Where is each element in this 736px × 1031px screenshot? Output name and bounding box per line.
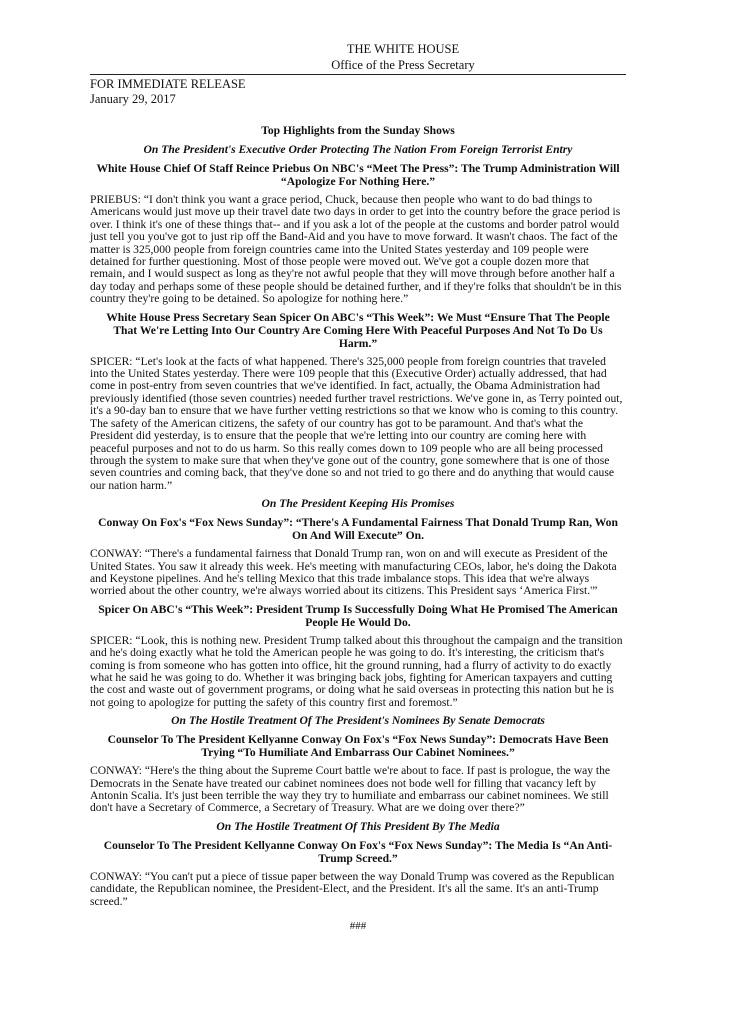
- item-headline: White House Press Secretary Sean Spicer On ABC's “This Week”: We Must “Ensure That The People That We're Letting Into Our Country Are Coming Here With Peaceful Purposes And Not To Do Us Harm.”: [106, 310, 610, 350]
- release-label: FOR IMMEDIATE RELEASE: [90, 77, 246, 91]
- org-name: THE WHITE HOUSE: [346, 42, 460, 56]
- item-quote: PRIEBUS: “I don't think you want a grace period, Chuck, because then people who want to do bad things to Americans would just move up their travel date two days in order to get into the country before the grace period is over. I think it's one of these things that-- and if you ask a lot of the people at the customs and border patrol would just tell you you've got to just rip off the Band-Aid and you have to move forward. It wasn't chaos. The fact of the matter is 325,000 people from foreign countries came into the United States yesterday and 109 people were detained for further questioning. Most of those people were moved out. We've got a couple dozen more that remain, and I would suspect as long as they're not awful people that they will move through before another half a day today and perhaps some of these people should be detained further, and if they're folks that shouldn't be in this country they're going to be detained. So apologize for nothing here.”: [90, 193, 622, 306]
- item-quote: SPICER: “Look, this is nothing new. President Trump talked about this throughout the campaign and the transition and he's doing exactly what he told the American people he was going to do. It's interesting, the criticism that's coming is from someone who has gotten into office, hit the ground running, had a flurry of activity to do exactly what he said he was going to do. Whether it was bringing back jobs, fighting for American taxpayers and cutting the cost and waste out of government programs, or doing what he said overseas in protecting this nation but he is not going to apologize for putting the safety of this country first and foremost.”: [90, 633, 623, 709]
- release-date: January 29, 2017: [90, 92, 176, 106]
- office-name: Office of the Press Secretary: [331, 58, 475, 72]
- section-heading: On The President Keeping His Promises: [261, 497, 455, 511]
- item-headline: Spicer On ABC's “This Week”: President Trump Is Successfully Doing What He Promised The American People He Would Do.: [98, 602, 618, 629]
- item-headline: Conway On Fox's “Fox News Sunday”: “There's A Fundamental Fairness That Donald Trump Ran, Won On And Will Execute” On.: [98, 516, 618, 543]
- item-headline: Counselor To The President Kellyanne Conway On Fox's “Fox News Sunday”: The Media Is “An Anti-Trump Screed.”: [103, 838, 613, 865]
- section-heading: On The Hostile Treatment Of This President By The Media: [216, 819, 500, 833]
- document-body: [90, 124, 626, 933]
- item-quote: SPICER: “Let's look at the facts of what happened. There's 325,000 people from foreign countries that traveled into the United States yesterday. There were 109 people that this (Executive Order) actually addressed, that had come in post-entry from seven countries that we've identified. In fact, actually, the Obama Administration had previously identified (those seven countries) needed further travel restrictions. We've gone in, as Terry pointed out, it's a 90-day ban to ensure that we have further vetting restrictions so that we know who is coming to this country. The safety of the American citizens, the safety of our country has got to be paramount. And that's what the President did yesterday, is to ensure that the people that we're letting into our country are coming here with peaceful purposes and not to do us harm. So this really comes down to 109 people who are all being processed through the system to make sure that when they've gone out of the country, gone somewhere that is one of those seven countries and coming back, that they've done so and not tried to go there and do anything that would cause our nation harm.”: [90, 354, 623, 492]
- item-quote: CONWAY: “Here's the thing about the Supreme Court battle we're about to face. If past is prologue, the way the Democrats in the Senate have treated our cabinet nominees does not bode well for filling that vacancy left by Antonin Scalia. It's just been terrible the way they try to humiliate and embarrass our cabinet nominees. We still don't have a Secretary of Commerce, a Secretary of Treasury. What are we doing over there?”: [90, 764, 611, 815]
- item-headline: Counselor To The President Kellyanne Conway On Fox's “Fox News Sunday”: Democrats Have Been Trying “To Humiliate And Embarrass Our Cabinet Nominees.”: [107, 733, 609, 760]
- item-quote: CONWAY: “There's a fundamental fairness that Donald Trump ran, won on and will execute as President of the United States. You saw it already this week. He's meeting with manufacturing CEOs, labor, he's doing the Dakota and Keystone pipelines. And he's telling Mexico that this trade imbalance stops. This idea that we're always worried about the other country, we're always worried about its citizens. This President says ‘America First.'”: [90, 547, 617, 598]
- header-rule: [90, 74, 626, 75]
- item-quote: CONWAY: “You can't put a piece of tissue paper between the way Donald Trump was covered as the Republican candidate, the Republican nominee, the President-Elect, and the President. It's all the same. It's an anti-Trump screed.”: [90, 869, 615, 908]
- document-title: Top Highlights from the Sunday Shows: [261, 124, 455, 137]
- item-headline: White House Chief Of Staff Reince Priebus On NBC's “Meet The Press”: The Trump Administration Will “Apologize For Nothing Here.”: [96, 162, 620, 188]
- section-heading: On The President's Executive Order Protecting The Nation From Foreign Terrorist Entry: [143, 143, 573, 156]
- section-heading: On The Hostile Treatment Of The President's Nominees By Senate Democrats: [171, 714, 545, 728]
- end-mark: ###: [349, 920, 367, 933]
